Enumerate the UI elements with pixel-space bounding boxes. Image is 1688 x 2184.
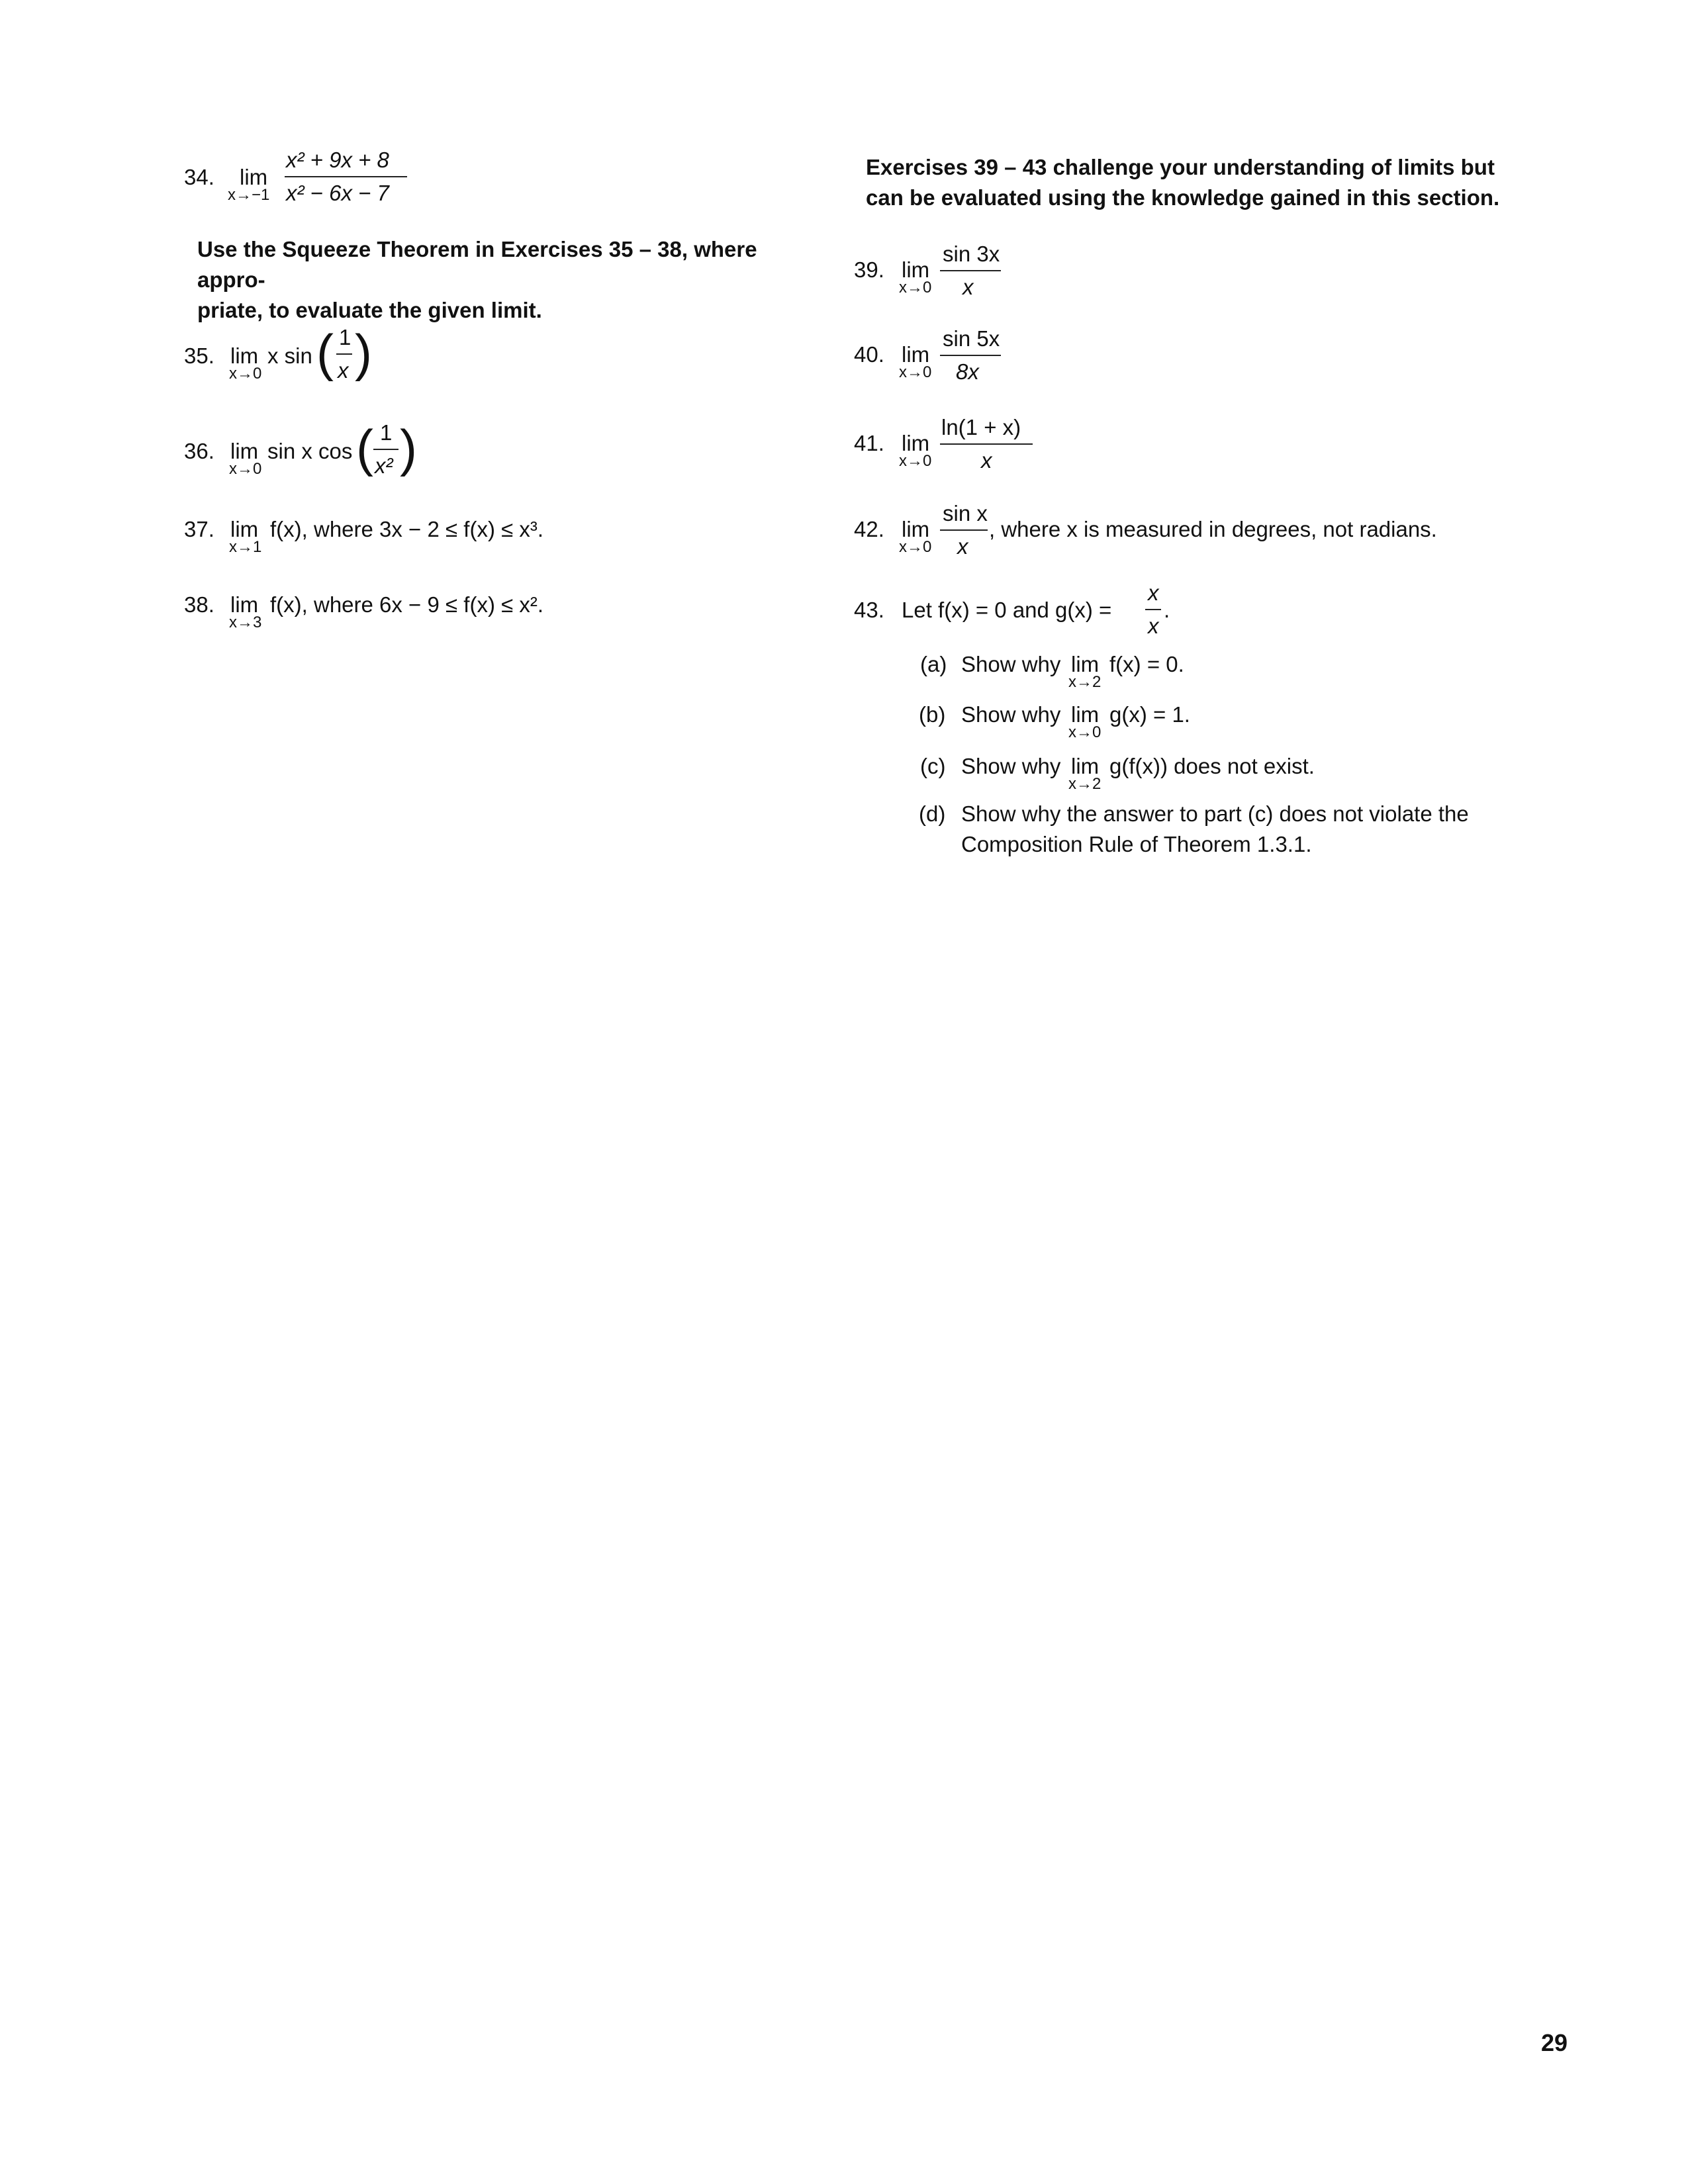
lim-operator: lim (1071, 652, 1100, 676)
part-label: (c) (920, 754, 946, 778)
fraction-numerator: x² + 9x + 8 (286, 148, 389, 172)
part-prefix: Show why (961, 702, 1061, 727)
exercise-number: 39. (854, 257, 884, 282)
lim-subscript: x→2 (1068, 775, 1102, 793)
fraction-numerator: sin x (943, 501, 988, 525)
exercise-number: 35. (184, 343, 214, 368)
page-number: 29 (1541, 2029, 1568, 2056)
lim-subscript: x→0 (899, 538, 932, 556)
part-label: (b) (919, 702, 946, 727)
exercise-number: 43. (854, 598, 884, 622)
fraction-bar (940, 443, 1033, 445)
part-suffix: g(f(x)) does not exist. (1109, 754, 1315, 778)
fraction-denominator: x (962, 275, 974, 299)
lim-subscript: x→2 (1068, 673, 1102, 691)
squeeze-theorem-instruction (197, 234, 826, 326)
lim-operator: lim (240, 165, 268, 189)
lim-operator: lim (230, 439, 259, 463)
fraction-numerator: sin 3x (943, 242, 1000, 266)
part-suffix: g(x) = 1. (1109, 702, 1190, 727)
part-suffix: f(x) = 0. (1109, 652, 1184, 676)
exercise-number: 36. (184, 439, 214, 463)
period: . (1164, 598, 1170, 622)
expression-body: sin x cos (267, 439, 353, 463)
fraction-bar (940, 270, 1001, 271)
fraction-bar (940, 355, 1001, 356)
fraction-denominator: x² (375, 453, 393, 478)
lim-subscript: x→−1 (228, 186, 270, 204)
expression-body: x sin (267, 343, 312, 368)
lim-subscript: x→0 (229, 365, 262, 383)
lim-operator: lim (902, 517, 930, 541)
fraction-denominator: x (338, 358, 349, 383)
part-prefix: Show why (961, 652, 1061, 676)
right-paren: ) (400, 419, 417, 477)
exercise-number: 34. (184, 165, 214, 189)
fraction-denominator: 8x (956, 359, 979, 384)
exercise-number: 40. (854, 342, 884, 367)
lim-subscript: x→1 (229, 538, 262, 556)
challenge-instruction (866, 152, 1528, 213)
left-paren: ( (316, 324, 334, 382)
lim-subscript: x→0 (229, 460, 262, 478)
fraction-numerator: 1 (380, 420, 393, 445)
lim-operator: lim (1071, 702, 1100, 727)
lim-operator: lim (230, 343, 259, 368)
part-text-line: Composition Rule of Theorem 1.3.1. (961, 832, 1312, 856)
exercise-number: 37. (184, 517, 214, 541)
part-label: (d) (919, 801, 946, 826)
fraction-numerator: ln(1 + x) (941, 415, 1021, 439)
exercise-number: 41. (854, 431, 884, 455)
fraction-numerator: sin 5x (943, 326, 1000, 351)
fraction-bar (285, 176, 407, 177)
lim-operator: lim (230, 517, 259, 541)
lim-subscript: x→0 (899, 363, 932, 381)
exercise-number: 38. (184, 592, 214, 617)
fraction-numerator: 1 (339, 325, 352, 349)
lim-subscript: x→0 (1068, 723, 1102, 741)
expression-tail: , where x is measured in degrees, not radians. (989, 517, 1437, 541)
fraction-bar (1145, 609, 1161, 610)
lim-operator: lim (1071, 754, 1100, 778)
fraction-bar (373, 449, 399, 450)
instruction-line: can be evaluated using the knowledge gained in this section. (866, 185, 1500, 210)
lim-operator: lim (902, 342, 930, 367)
lim-operator: lim (902, 431, 930, 455)
instruction-line: Exercises 39 – 43 challenge your understanding of limits but (866, 155, 1495, 179)
expression-body: f(x), where 3x − 2 ≤ f(x) ≤ x³. (270, 517, 544, 541)
exercise-number: 42. (854, 517, 884, 541)
fraction-numerator: x (1148, 580, 1159, 605)
lim-operator: lim (230, 592, 259, 617)
fraction-denominator: x (981, 448, 992, 473)
part-label: (a) (920, 652, 947, 676)
part-text-line: Show why the answer to part (c) does not violate the (961, 801, 1469, 826)
part-prefix: Show why (961, 754, 1061, 778)
instruction-line: priate, to evaluate the given limit. (197, 298, 542, 322)
fraction-denominator: x (957, 534, 968, 559)
exercise-intro: Let f(x) = 0 and g(x) = (902, 598, 1112, 622)
lim-subscript: x→0 (899, 279, 932, 296)
fraction-denominator: x (1148, 614, 1159, 638)
instruction-line: Use the Squeeze Theorem in Exercises 35 – 38, where appro- (197, 237, 757, 292)
fraction-denominator: x² − 6x − 7 (286, 181, 389, 205)
right-paren: ) (355, 324, 372, 382)
fraction-bar (336, 353, 352, 355)
lim-subscript: x→3 (229, 614, 262, 631)
fraction-bar (940, 529, 988, 531)
lim-operator: lim (902, 257, 930, 282)
left-paren: ( (356, 419, 373, 477)
lim-subscript: x→0 (899, 452, 932, 470)
expression-body: f(x), where 6x − 9 ≤ f(x) ≤ x². (270, 592, 544, 617)
